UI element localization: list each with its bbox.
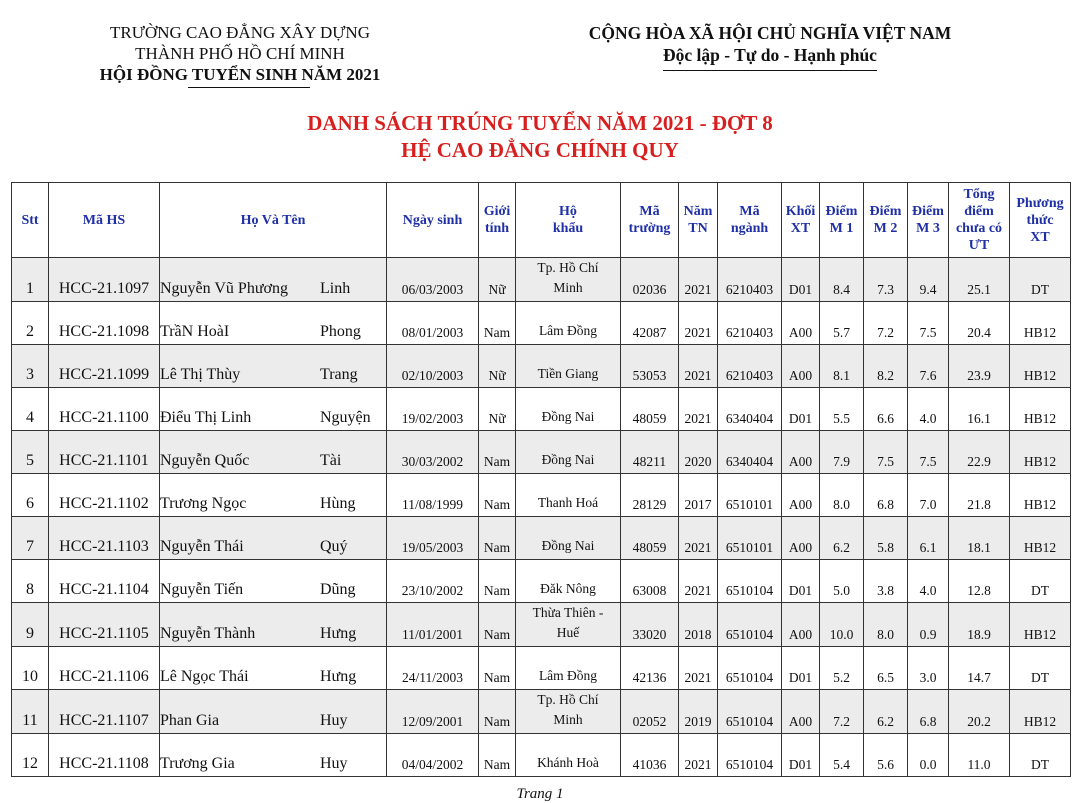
table-row	[12, 474, 1071, 517]
cell-stt: 12	[12, 734, 49, 777]
surname-middle: Trương Ngọc	[160, 495, 247, 512]
cell-m3: 0.9	[908, 603, 949, 647]
cell-ho-ten	[160, 474, 387, 517]
cell-ma-nganh: 6510104	[718, 734, 782, 777]
cell-gioi-tinh: Nam	[479, 560, 516, 603]
cell-pt: DT	[1010, 258, 1071, 302]
cell-khoi: D01	[782, 388, 820, 431]
ho-khau-line: Lâm Đồng	[538, 668, 598, 683]
admission-council: HỘI ĐỒNG TUYỂN SINH NĂM 2021	[99, 65, 381, 84]
table-row	[12, 302, 1071, 345]
given-name: Hùng	[320, 495, 356, 512]
ho-khau-line: Huế	[556, 625, 580, 640]
cell-pt: HB12	[1010, 388, 1071, 431]
ho-khau-line: Thừa Thiên -	[532, 605, 604, 620]
cell-tong: 25.1	[949, 258, 1010, 302]
cell-ho-ten	[160, 560, 387, 603]
cell-m3: 7.5	[908, 431, 949, 474]
cell-khoi: A00	[782, 431, 820, 474]
given-name: Phong	[320, 323, 361, 340]
ho-khau-line: Lâm Đồng	[538, 323, 598, 338]
given-name: Hưng	[320, 625, 357, 642]
cell-ho-ten	[160, 690, 387, 734]
cell-ma-truong: 48059	[621, 517, 679, 560]
cell-ho-khau	[516, 517, 621, 560]
cell-khoi: A00	[782, 345, 820, 388]
cell-m1: 8.4	[820, 258, 864, 302]
header-underline	[188, 87, 310, 88]
cell-ma-truong: 48211	[621, 431, 679, 474]
cell-m3: 0.0	[908, 734, 949, 777]
cell-ma-truong: 41036	[621, 734, 679, 777]
cell-m1: 7.2	[820, 690, 864, 734]
ho-khau-line: Đồng Nai	[541, 409, 595, 424]
col-nam-tn: Năm TN	[679, 183, 718, 258]
cell-ngay-sinh: 06/03/2003	[387, 258, 479, 302]
ho-khau-line: Minh	[553, 712, 583, 727]
cell-ngay-sinh: 11/01/2001	[387, 603, 479, 647]
cell-ma-nganh: 6510104	[718, 647, 782, 690]
surname-middle: Điểu Thị Linh	[160, 409, 252, 426]
cell-ma-hs: HCC-21.1107	[49, 690, 160, 734]
national-motto: Độc lập - Tự do - Hạnh phúc	[663, 45, 877, 65]
header-row	[12, 183, 1071, 258]
given-name: Nguyện	[320, 409, 371, 426]
given-name: Huy	[320, 755, 348, 772]
cell-tong: 16.1	[949, 388, 1010, 431]
school-header	[60, 22, 420, 85]
cell-nam-tn: 2021	[679, 560, 718, 603]
cell-pt: HB12	[1010, 302, 1071, 345]
cell-khoi: D01	[782, 734, 820, 777]
cell-pt: HB12	[1010, 431, 1071, 474]
cell-tong: 18.9	[949, 603, 1010, 647]
cell-m1: 6.2	[820, 517, 864, 560]
cell-m3: 7.5	[908, 302, 949, 345]
cell-tong: 21.8	[949, 474, 1010, 517]
page-number: Trang 1	[516, 786, 564, 802]
cell-pt: HB12	[1010, 517, 1071, 560]
cell-stt: 8	[12, 560, 49, 603]
cell-m2: 5.8	[864, 517, 908, 560]
surname-middle: Lê Thị Thùy	[160, 366, 241, 383]
cell-m1: 5.0	[820, 560, 864, 603]
cell-ma-truong: 28129	[621, 474, 679, 517]
col-diem-m2: Điểm M 2	[864, 183, 908, 258]
cell-pt: HB12	[1010, 690, 1071, 734]
cell-m2: 6.5	[864, 647, 908, 690]
cell-ho-khau	[516, 560, 621, 603]
col-diem-m3: Điểm M 3	[908, 183, 949, 258]
cell-ngay-sinh: 24/11/2003	[387, 647, 479, 690]
cell-gioi-tinh: Nam	[479, 431, 516, 474]
cell-tong: 18.1	[949, 517, 1010, 560]
cell-khoi: A00	[782, 603, 820, 647]
cell-ma-hs: HCC-21.1099	[49, 345, 160, 388]
cell-ma-hs: HCC-21.1101	[49, 431, 160, 474]
document-title	[0, 110, 1080, 164]
cell-ma-nganh: 6210403	[718, 302, 782, 345]
cell-m2: 5.6	[864, 734, 908, 777]
cell-m2: 6.8	[864, 474, 908, 517]
cell-khoi: A00	[782, 474, 820, 517]
cell-tong: 11.0	[949, 734, 1010, 777]
cell-nam-tn: 2021	[679, 517, 718, 560]
cell-ho-ten	[160, 302, 387, 345]
cell-pt: HB12	[1010, 345, 1071, 388]
cell-ma-nganh: 6210403	[718, 258, 782, 302]
cell-ma-hs: HCC-21.1103	[49, 517, 160, 560]
cell-ma-hs: HCC-21.1105	[49, 603, 160, 647]
cell-ho-ten	[160, 603, 387, 647]
cell-tong: 12.8	[949, 560, 1010, 603]
cell-m2: 7.5	[864, 431, 908, 474]
cell-stt: 4	[12, 388, 49, 431]
admission-table	[11, 182, 1071, 777]
cell-gioi-tinh: Nam	[479, 734, 516, 777]
col-khoi-xt: Khối XT	[782, 183, 820, 258]
cell-ho-ten	[160, 734, 387, 777]
given-name: Trang	[320, 366, 358, 383]
surname-middle: Trương Gia	[160, 755, 235, 772]
cell-nam-tn: 2018	[679, 603, 718, 647]
cell-ngay-sinh: 04/04/2002	[387, 734, 479, 777]
cell-nam-tn: 2017	[679, 474, 718, 517]
cell-pt: HB12	[1010, 603, 1071, 647]
cell-ngay-sinh: 12/09/2001	[387, 690, 479, 734]
cell-stt: 6	[12, 474, 49, 517]
cell-nam-tn: 2021	[679, 258, 718, 302]
cell-gioi-tinh: Nam	[479, 647, 516, 690]
col-gioi-tinh: Giới tính	[479, 183, 516, 258]
cell-m1: 5.7	[820, 302, 864, 345]
school-name-line2: THÀNH PHỐ HỒ CHÍ MINH	[135, 44, 345, 63]
cell-ho-khau	[516, 603, 621, 647]
col-ma-nganh: Mã ngành	[718, 183, 782, 258]
cell-ho-khau	[516, 345, 621, 388]
ho-khau-line: Minh	[553, 280, 583, 295]
cell-tong: 14.7	[949, 647, 1010, 690]
cell-stt: 3	[12, 345, 49, 388]
table-row	[12, 258, 1071, 302]
cell-m1: 10.0	[820, 603, 864, 647]
cell-gioi-tinh: Nam	[479, 302, 516, 345]
cell-ma-hs: HCC-21.1102	[49, 474, 160, 517]
title-line1: DANH SÁCH TRÚNG TUYỂN NĂM 2021 - ĐỢT 8	[307, 111, 773, 135]
cell-m2: 7.2	[864, 302, 908, 345]
cell-gioi-tinh: Nam	[479, 517, 516, 560]
ho-khau-line: Đồng Nai	[541, 452, 595, 467]
ho-khau-line: Đăk Nông	[540, 581, 596, 596]
cell-stt: 2	[12, 302, 49, 345]
cell-pt: DT	[1010, 734, 1071, 777]
cell-ho-khau	[516, 647, 621, 690]
col-diem-m1: Điểm M 1	[820, 183, 864, 258]
cell-m2: 8.2	[864, 345, 908, 388]
cell-nam-tn: 2020	[679, 431, 718, 474]
surname-middle: TrầN HoàI	[160, 323, 230, 340]
cell-m2: 7.3	[864, 258, 908, 302]
col-stt: Stt	[12, 183, 49, 258]
cell-ho-khau	[516, 302, 621, 345]
ho-khau-line: Tp. Hồ Chí	[537, 692, 599, 707]
cell-ngay-sinh: 11/08/1999	[387, 474, 479, 517]
cell-ma-hs: HCC-21.1108	[49, 734, 160, 777]
cell-ho-ten	[160, 258, 387, 302]
surname-middle: Phan Gia	[160, 712, 220, 729]
cell-m2: 8.0	[864, 603, 908, 647]
cell-ngay-sinh: 02/10/2003	[387, 345, 479, 388]
cell-ma-nganh: 6340404	[718, 388, 782, 431]
cell-pt: DT	[1010, 647, 1071, 690]
surname-middle: Lê Ngọc Thái	[160, 668, 249, 685]
cell-m3: 4.0	[908, 560, 949, 603]
table-row	[12, 603, 1071, 647]
table-row	[12, 734, 1071, 777]
country-name: CỘNG HÒA XÃ HỘI CHỦ NGHĨA VIỆT NAM	[588, 23, 952, 43]
cell-gioi-tinh: Nữ	[479, 388, 516, 431]
cell-ngay-sinh: 23/10/2002	[387, 560, 479, 603]
cell-m1: 5.2	[820, 647, 864, 690]
surname-middle: Nguyễn Tiến	[160, 581, 244, 598]
cell-m2: 6.6	[864, 388, 908, 431]
given-name: Dũng	[320, 581, 356, 598]
table-row	[12, 431, 1071, 474]
given-name: Hưng	[320, 668, 357, 685]
cell-ngay-sinh: 08/01/2003	[387, 302, 479, 345]
surname-middle: Nguyễn Thái	[160, 538, 244, 555]
cell-ho-khau	[516, 474, 621, 517]
cell-ma-nganh: 6510101	[718, 474, 782, 517]
cell-pt: HB12	[1010, 474, 1071, 517]
cell-m2: 3.8	[864, 560, 908, 603]
cell-m3: 3.0	[908, 647, 949, 690]
cell-ho-ten	[160, 431, 387, 474]
cell-nam-tn: 2021	[679, 734, 718, 777]
cell-m3: 6.1	[908, 517, 949, 560]
cell-ho-khau	[516, 734, 621, 777]
cell-tong: 22.9	[949, 431, 1010, 474]
cell-ma-truong: 02052	[621, 690, 679, 734]
cell-ngay-sinh: 30/03/2002	[387, 431, 479, 474]
ho-khau-line: Tp. Hồ Chí	[537, 260, 599, 275]
cell-m3: 6.8	[908, 690, 949, 734]
cell-m1: 7.9	[820, 431, 864, 474]
cell-ma-truong: 53053	[621, 345, 679, 388]
title-line2: HỆ CAO ĐẲNG CHÍNH QUY	[401, 138, 679, 162]
ho-khau-line: Tiền Giang	[537, 366, 599, 381]
cell-gioi-tinh: Nam	[479, 474, 516, 517]
cell-ma-truong: 02036	[621, 258, 679, 302]
cell-ma-truong: 48059	[621, 388, 679, 431]
surname-middle: Nguyễn Vũ Phương	[160, 280, 288, 297]
cell-ma-nganh: 6510101	[718, 517, 782, 560]
cell-khoi: D01	[782, 647, 820, 690]
cell-ma-hs: HCC-21.1106	[49, 647, 160, 690]
cell-m1: 5.5	[820, 388, 864, 431]
cell-ho-ten	[160, 647, 387, 690]
school-name-line1: TRƯỜNG CAO ĐẲNG XÂY DỰNG	[110, 23, 370, 42]
cell-ma-nganh: 6510104	[718, 603, 782, 647]
cell-ngay-sinh: 19/05/2003	[387, 517, 479, 560]
cell-gioi-tinh: Nam	[479, 603, 516, 647]
given-name: Huy	[320, 712, 348, 729]
cell-m1: 5.4	[820, 734, 864, 777]
cell-ma-hs: HCC-21.1104	[49, 560, 160, 603]
cell-tong: 23.9	[949, 345, 1010, 388]
table-row	[12, 647, 1071, 690]
ho-khau-line: Khánh Hoà	[537, 755, 599, 770]
cell-stt: 10	[12, 647, 49, 690]
cell-stt: 1	[12, 258, 49, 302]
cell-ma-nganh: 6210403	[718, 345, 782, 388]
cell-ma-hs: HCC-21.1097	[49, 258, 160, 302]
col-phuong-thuc: Phương thức XT	[1010, 183, 1071, 258]
table-row	[12, 560, 1071, 603]
cell-m1: 8.0	[820, 474, 864, 517]
col-tong-diem: Tổng điểm chưa có ƯT	[949, 183, 1010, 258]
cell-tong: 20.2	[949, 690, 1010, 734]
cell-ma-nganh: 6510104	[718, 560, 782, 603]
cell-ma-nganh: 6340404	[718, 431, 782, 474]
cell-pt: DT	[1010, 560, 1071, 603]
col-ma-truong: Mã trường	[621, 183, 679, 258]
cell-m2: 6.2	[864, 690, 908, 734]
cell-ho-khau	[516, 258, 621, 302]
cell-khoi: A00	[782, 517, 820, 560]
given-name: Linh	[320, 280, 351, 297]
cell-stt: 11	[12, 690, 49, 734]
cell-tong: 20.4	[949, 302, 1010, 345]
cell-m3: 9.4	[908, 258, 949, 302]
table-row	[12, 388, 1071, 431]
cell-ho-khau	[516, 388, 621, 431]
cell-ho-ten	[160, 517, 387, 560]
cell-ngay-sinh: 19/02/2003	[387, 388, 479, 431]
cell-nam-tn: 2021	[679, 647, 718, 690]
col-ho-khau: Hộ khẩu	[516, 183, 621, 258]
cell-ma-truong: 63008	[621, 560, 679, 603]
cell-ho-ten	[160, 345, 387, 388]
cell-m3: 4.0	[908, 388, 949, 431]
cell-ma-truong: 42087	[621, 302, 679, 345]
cell-khoi: D01	[782, 560, 820, 603]
given-name: Tài	[320, 452, 342, 469]
given-name: Quý	[320, 538, 348, 555]
col-ho-ten: Họ Và Tên	[160, 183, 387, 258]
cell-nam-tn: 2021	[679, 388, 718, 431]
surname-middle: Nguyễn Quốc	[160, 452, 250, 469]
col-ngay-sinh: Ngày sinh	[387, 183, 479, 258]
cell-ho-khau	[516, 431, 621, 474]
cell-stt: 7	[12, 517, 49, 560]
table-row	[12, 345, 1071, 388]
col-ma-hs: Mã HS	[49, 183, 160, 258]
table-row	[12, 690, 1071, 734]
cell-ma-truong: 42136	[621, 647, 679, 690]
ho-khau-line: Thanh Hoá	[537, 495, 599, 510]
ho-khau-line: Đồng Nai	[541, 538, 595, 553]
surname-middle: Nguyễn Thành	[160, 625, 256, 642]
cell-m3: 7.6	[908, 345, 949, 388]
cell-m3: 7.0	[908, 474, 949, 517]
cell-ma-truong: 33020	[621, 603, 679, 647]
cell-ma-hs: HCC-21.1100	[49, 388, 160, 431]
cell-nam-tn: 2021	[679, 345, 718, 388]
cell-ma-nganh: 6510104	[718, 690, 782, 734]
national-header	[560, 22, 980, 66]
cell-stt: 9	[12, 603, 49, 647]
cell-nam-tn: 2021	[679, 302, 718, 345]
cell-khoi: D01	[782, 258, 820, 302]
cell-m1: 8.1	[820, 345, 864, 388]
cell-ma-hs: HCC-21.1098	[49, 302, 160, 345]
table-row	[12, 517, 1071, 560]
cell-gioi-tinh: Nữ	[479, 345, 516, 388]
cell-khoi: A00	[782, 690, 820, 734]
cell-gioi-tinh: Nam	[479, 690, 516, 734]
cell-ho-khau	[516, 690, 621, 734]
cell-ho-ten	[160, 388, 387, 431]
cell-nam-tn: 2019	[679, 690, 718, 734]
cell-gioi-tinh: Nữ	[479, 258, 516, 302]
cell-stt: 5	[12, 431, 49, 474]
cell-khoi: A00	[782, 302, 820, 345]
